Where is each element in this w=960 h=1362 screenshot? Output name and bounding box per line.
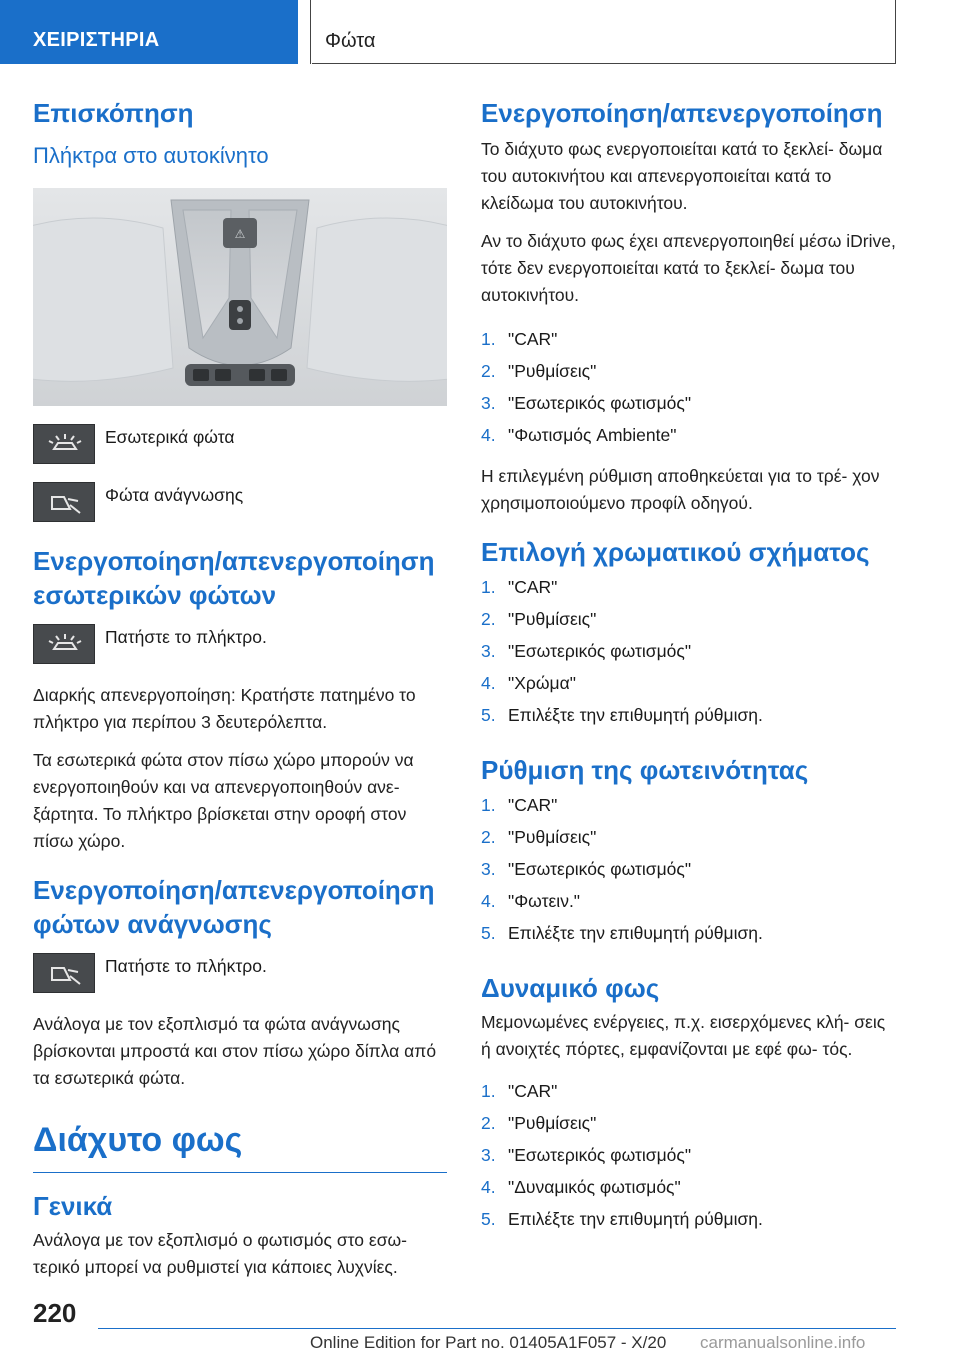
reading-onoff-heading: Ενεργοποίηση/απενεργοποίηση φώτων ανάγνωσης	[33, 875, 435, 939]
list-item: 5. Επιλέξτε την επιθυμητή ρύθμιση.	[481, 923, 763, 943]
onoff-steps-list	[481, 323, 899, 451]
roof-console-photo	[33, 188, 447, 406]
onoff-paragraph-3: Η επιλεγμένη ρύθμιση αποθηκεύεται για το τρέ- χον χρησιμοποιούμενο προφίλ οδηγού.	[481, 466, 880, 513]
svg-text:⚠: ⚠	[234, 227, 246, 241]
interior-onoff-heading: Ενεργοποίηση/απενεργοποίηση εσωτερικών φώτων	[33, 546, 435, 610]
interior-paragraph-2: Τα εσωτερικά φώτα στον πίσω χώρο μπορούν να ενεργοποιηθούν και να απενεργοποιηθούν ανε- ξάρτητα. Το πλήκτρο βρίσκεται στην οροφή στον πίσω χώρο.	[33, 750, 414, 851]
list-item: 4. "Φωτειν."	[481, 891, 581, 911]
brightness-steps-list	[481, 789, 899, 949]
ambient-onoff-heading: Ενεργοποίηση/απενεργοποίηση	[481, 98, 883, 128]
list-item: 2. "Ρυθμίσεις"	[481, 827, 597, 847]
onoff-paragraph-2: Αν το διάχυτο φως έχει απενεργοποιηθεί μέσω iDrive, τότε δεν ενεργοποιείται κατά το ξεκλεί- δωμα του αυτοκινήτου.	[481, 231, 896, 305]
onoff-paragraph-1: Το διάχυτο φως ενεργοποιείται κατά το ξεκλεί- δωμα του αυτοκινήτου και απενεργοποιείται κατά το κλείδωμα του αυτοκινήτου.	[481, 139, 883, 213]
page-number: 220	[33, 1298, 77, 1328]
interior-light-icon	[33, 624, 95, 664]
watermark-text: carmanualsonline.info	[700, 1333, 866, 1352]
brightness-heading: Ρύθμιση της φωτεινότητας	[481, 755, 809, 785]
edition-text: Online Edition for Part no. 01405A1F057 - X/20	[310, 1333, 667, 1352]
list-item: 5. Επιλέξτε την επιθυμητή ρύθμιση.	[481, 705, 763, 725]
list-item: 4. "Χρώμα"	[481, 673, 576, 693]
interior-lights-row	[33, 424, 447, 464]
left-column	[33, 96, 447, 1292]
list-item: 4. "Φωτισμός Ambiente"	[481, 425, 677, 445]
reading-lights-label: Φώτα ανάγνωσης	[105, 485, 244, 505]
list-item: 5. Επιλέξτε την επιθυμητή ρύθμιση.	[481, 1209, 763, 1229]
list-item: 3. "Εσωτερικός φωτισμός"	[481, 859, 692, 879]
roof-console-illustration	[33, 188, 447, 406]
ambient-light-heading: Διάχυτο φως	[33, 1118, 447, 1173]
reading-light-icon	[33, 482, 95, 522]
list-item: 3. "Εσωτερικός φωτισμός"	[481, 641, 692, 661]
dynamic-steps-list	[481, 1075, 899, 1235]
chapter-title: Φώτα	[325, 30, 376, 52]
color-scheme-heading: Επιλογή χρωματικού σχήματος	[481, 537, 870, 567]
general-paragraph-1: Ανάλογα με τον εξοπλισμό ο φωτισμός στο εσω- τερικό μπορεί να ρυθμιστεί για κάποιες λυχνίες.	[33, 1230, 407, 1277]
reading-lights-row	[33, 482, 447, 522]
list-item: 2. "Ρυθμίσεις"	[481, 1113, 597, 1133]
interior-paragraph-1: Διαρκής απενεργοποίηση: Κρατήστε πατημένο το πλήκτρο για περίπου 3 δευτερόλεπτα.	[33, 685, 416, 732]
list-item: 1. "CAR"	[481, 577, 558, 597]
section-title: ΧΕΙΡΙΣΤΗΡΙΑ	[33, 29, 160, 51]
header-divider	[310, 0, 311, 64]
list-item: 2. "Ρυθμίσεις"	[481, 361, 597, 381]
interior-lights-label: Εσωτερικά φώτα	[105, 427, 235, 447]
list-item: 1. "CAR"	[481, 795, 558, 815]
interior-press-row	[33, 624, 447, 664]
general-heading: Γενικά	[33, 1191, 113, 1221]
chapter-tab	[312, 0, 896, 64]
reading-press-row	[33, 953, 447, 993]
reading-press-label: Πατήστε το πλήκτρο.	[105, 956, 267, 976]
right-column	[481, 96, 899, 1247]
buttons-subheading: Πλήκτρα στο αυτοκίνητο	[33, 143, 269, 168]
dynamic-paragraph-1: Μεμονωμένες ενέργειες, π.χ. εισερχόμενες κλή- σεις ή ανοιχτές πόρτες, εμφανίζονται με εφέ φω- τός.	[481, 1012, 886, 1059]
reading-light-icon	[33, 953, 95, 993]
list-item: 2. "Ρυθμίσεις"	[481, 609, 597, 629]
footer-rule	[98, 1328, 896, 1329]
list-item: 1. "CAR"	[481, 329, 558, 349]
color-steps-list	[481, 571, 899, 731]
overview-heading: Επισκόπηση	[33, 98, 194, 128]
list-item: 4. "Δυναμικός φωτισμός"	[481, 1177, 681, 1197]
section-tab	[0, 0, 298, 64]
list-item: 3. "Εσωτερικός φωτισμός"	[481, 1145, 692, 1165]
list-item: 3. "Εσωτερικός φωτισμός"	[481, 393, 692, 413]
interior-press-label: Πατήστε το πλήκτρο.	[105, 627, 267, 647]
reading-paragraph-1: Ανάλογα με τον εξοπλισμό τα φώτα ανάγνωσης βρίσκονται μπροστά και στον πίσω χώρο δίπλα από τα εσωτερικά φώτα.	[33, 1014, 437, 1088]
list-item: 1. "CAR"	[481, 1081, 558, 1101]
interior-light-icon	[33, 424, 95, 464]
dynamic-light-heading: Δυναμικό φως	[481, 973, 660, 1003]
